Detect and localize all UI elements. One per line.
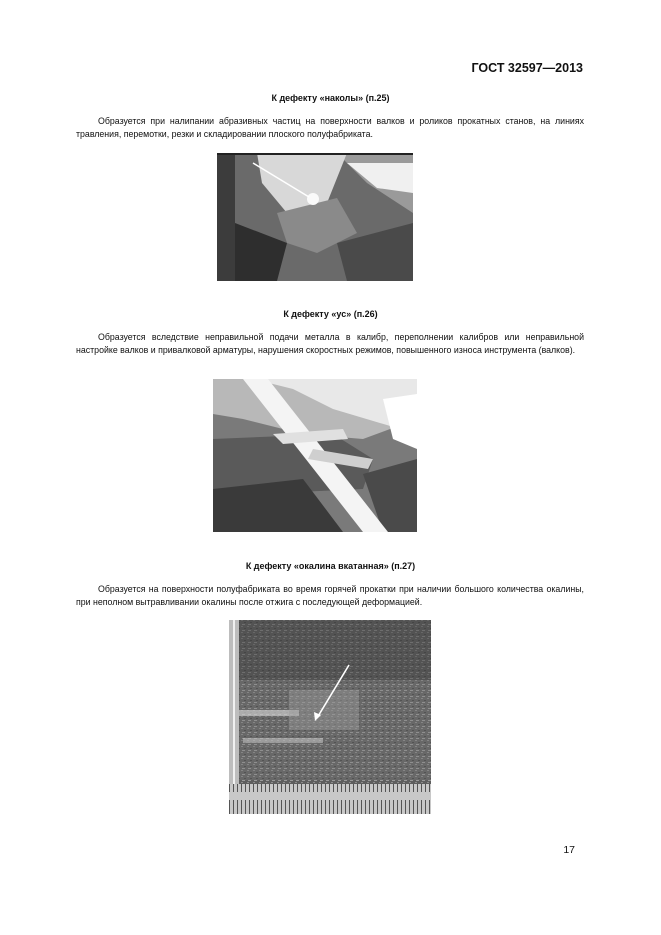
photo-nakoly-defect <box>217 153 413 281</box>
section-title-nakoly: К дефекту «наколы» (п.25) <box>271 93 390 103</box>
section-title-us: К дефекту «ус» (п.26) <box>283 309 378 319</box>
photo-okalina-defect <box>229 620 431 814</box>
section-text-okalina: Образуется на поверхности полуфабриката во время горячей прокатки при наличии большого количества окалины, при неполном вытравливании окалины после отжига с последующей деформацией. <box>76 584 584 607</box>
section-text-us: Образуется вследствие неправильной подачи металла в калибр, переполнении калибров или неправильной настройке валков и привалковой арматуры, нарушения скоростных режимов, повышенного износа инструмента (валков). <box>76 332 584 355</box>
section-title-okalina: К дефекту «окалина вкатанная» (п.27) <box>245 561 416 571</box>
section-text-nakoly: Образуется при налипании абразивных частиц на поверхности валков и роликов прокатных станов, на линиях травления, перемотки, резки и складировании плоского полуфабриката. <box>76 116 584 139</box>
photo-us-defect <box>213 379 417 532</box>
page-number: 17 <box>563 844 575 856</box>
standard-number: ГОСТ 32597—2013 <box>471 61 583 75</box>
